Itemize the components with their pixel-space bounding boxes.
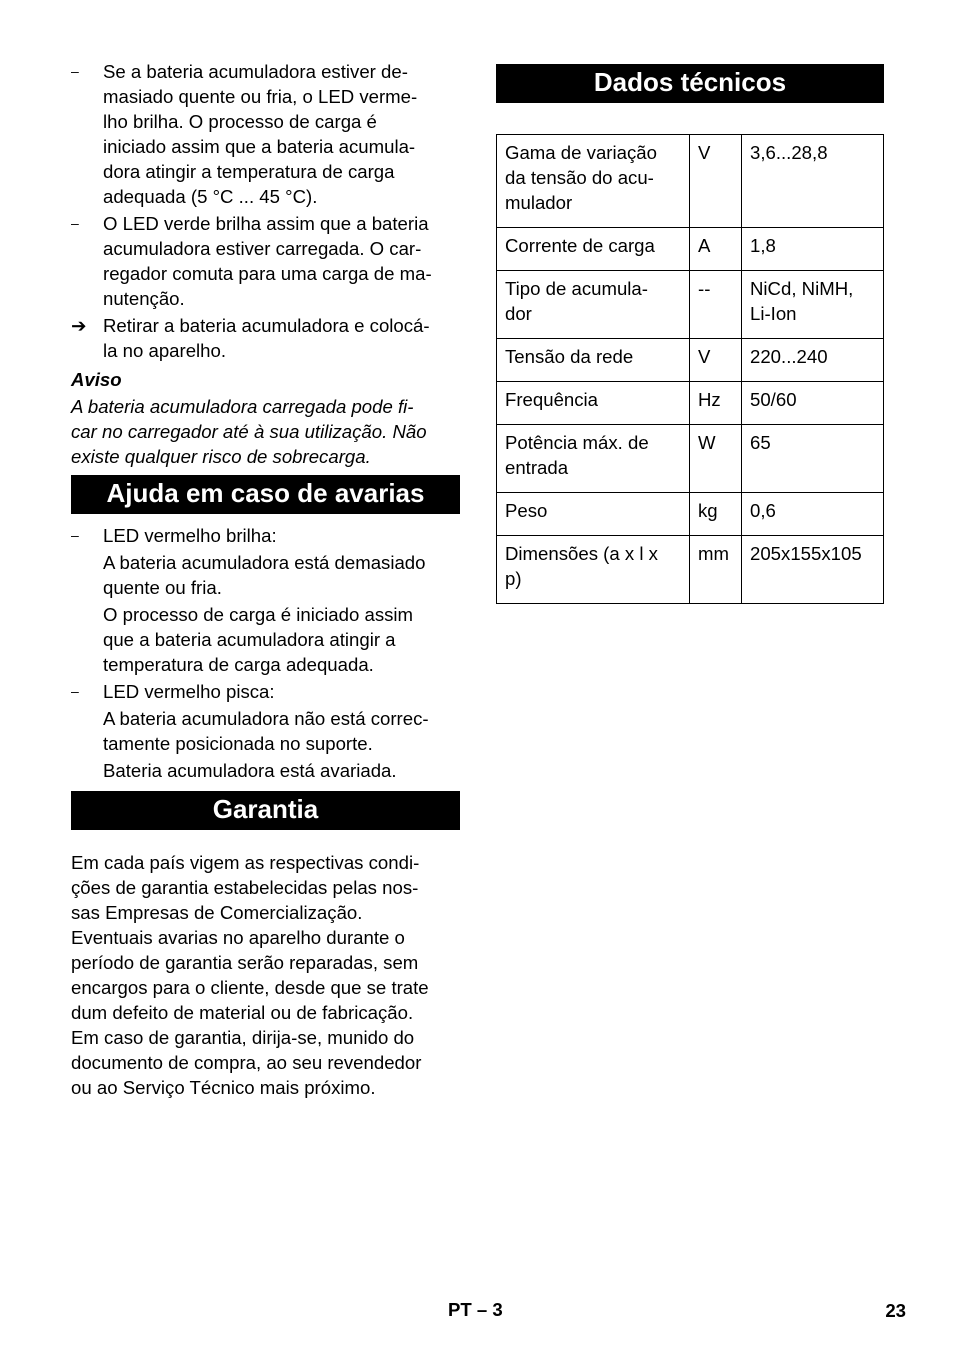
section-heading-troubleshooting: Ajuda em caso de avarias: [71, 475, 460, 514]
spec-unit: --: [690, 271, 742, 339]
spec-value: 1,8: [742, 228, 884, 271]
spec-name: Frequência: [497, 382, 690, 425]
table-row: [497, 382, 884, 425]
section-heading-warranty: Garantia: [71, 791, 460, 830]
fault-cause: A bateria acumuladora está demasiado quente ou fria.: [103, 552, 426, 598]
table-row: [497, 493, 884, 536]
spec-unit: V: [690, 339, 742, 382]
left-column: [71, 59, 460, 1100]
notice-title: Aviso: [71, 369, 122, 390]
fault-description: [71, 550, 460, 677]
dash-bullet: –: [71, 683, 79, 699]
spec-unit: mm: [690, 536, 742, 604]
spec-name: Peso: [497, 493, 690, 536]
spec-unit: V: [690, 135, 742, 228]
list-item: [71, 523, 460, 548]
spec-name: Corrente de carga: [497, 228, 690, 271]
spec-value: 3,6...28,8: [742, 135, 884, 228]
spec-value: 205x155x105: [742, 536, 884, 604]
spec-name: Dimensões (a x l x p): [497, 536, 690, 604]
page-number: 23: [885, 1300, 906, 1321]
spec-name: Potência máx. de entrada: [497, 425, 690, 493]
spec-name: Tensão da rede: [497, 339, 690, 382]
dash-bullet: –: [71, 527, 79, 543]
spec-unit: W: [690, 425, 742, 493]
table-row: [497, 135, 884, 228]
table-row: [497, 228, 884, 271]
spec-value: NiCd, NiMH, Li-Ion: [742, 271, 884, 339]
list-item: [71, 211, 460, 311]
list-item-text: Se a bateria acumuladora estiver de- masiado quente ou fria, o LED verme- lho brilha. O processo de carga é iniciado assim que a bateria acumula- dora atingir a temperatura de carga adequada (5 °C ... 45 °C).: [103, 61, 418, 207]
warranty-text: Em cada país vigem as respectivas condi- ções de garantia estabelecidas pelas nos- sas Empresas de Comercialização. Eventuais avarias no aparelho durante o período de garantia serão reparadas, sem encargos para o cliente, desde que se trate dum defeito de material ou de fabricação. Em caso de garantia, dirija-se, munido do documento de compra, ao seu revendedor ou ao Serviço Técnico mais próximo.: [71, 852, 429, 1098]
table-row: [497, 425, 884, 493]
spec-name: Gama de variação da tensão do acu- mulador: [497, 135, 690, 228]
table-row: [497, 536, 884, 604]
specs-table: [496, 134, 884, 604]
list-item: [71, 679, 460, 704]
table-row: [497, 339, 884, 382]
spec-value: 50/60: [742, 382, 884, 425]
list-item-text: Retirar a bateria acumuladora e colocá- la no aparelho.: [103, 315, 430, 361]
spec-value: 220...240: [742, 339, 884, 382]
fault-title: LED vermelho pisca:: [103, 681, 275, 702]
section-heading-technical-data: Dados técnicos: [496, 64, 884, 103]
spec-unit: A: [690, 228, 742, 271]
footer-section-label: PT – 3: [448, 1299, 503, 1320]
fault-cause: A bateria acumuladora não está correc- tamente posicionada no suporte.: [103, 708, 429, 754]
fault-description: [71, 706, 460, 783]
dash-bullet: –: [71, 63, 79, 79]
list-item-text: O LED verde brilha assim que a bateria acumuladora estiver carregada. O car- regador comuta para uma carga de ma- nutenção.: [103, 213, 432, 309]
fault-list: [71, 523, 460, 783]
table-row: [497, 271, 884, 339]
arrow-right-icon: ➔: [71, 315, 87, 336]
right-column: [496, 64, 884, 604]
fault-cause: Bateria acumuladora está avariada.: [103, 760, 397, 781]
spec-name: Tipo de acumula- dor: [497, 271, 690, 339]
dash-bullet: –: [71, 215, 79, 231]
spec-unit: Hz: [690, 382, 742, 425]
list-item: [71, 313, 460, 363]
list-item: [71, 59, 460, 209]
spec-unit: kg: [690, 493, 742, 536]
spec-value: 65: [742, 425, 884, 493]
fault-remedy: O processo de carga é iniciado assim que a bateria acumuladora atingir a temperatura de carga adequada.: [103, 604, 414, 675]
charging-list: [71, 59, 460, 363]
fault-title: LED vermelho brilha:: [103, 525, 277, 546]
spec-value: 0,6: [742, 493, 884, 536]
notice-text: A bateria acumuladora carregada pode fi- car no carregador até à sua utilização. Não existe qualquer risco de sobrecarga.: [71, 396, 427, 467]
